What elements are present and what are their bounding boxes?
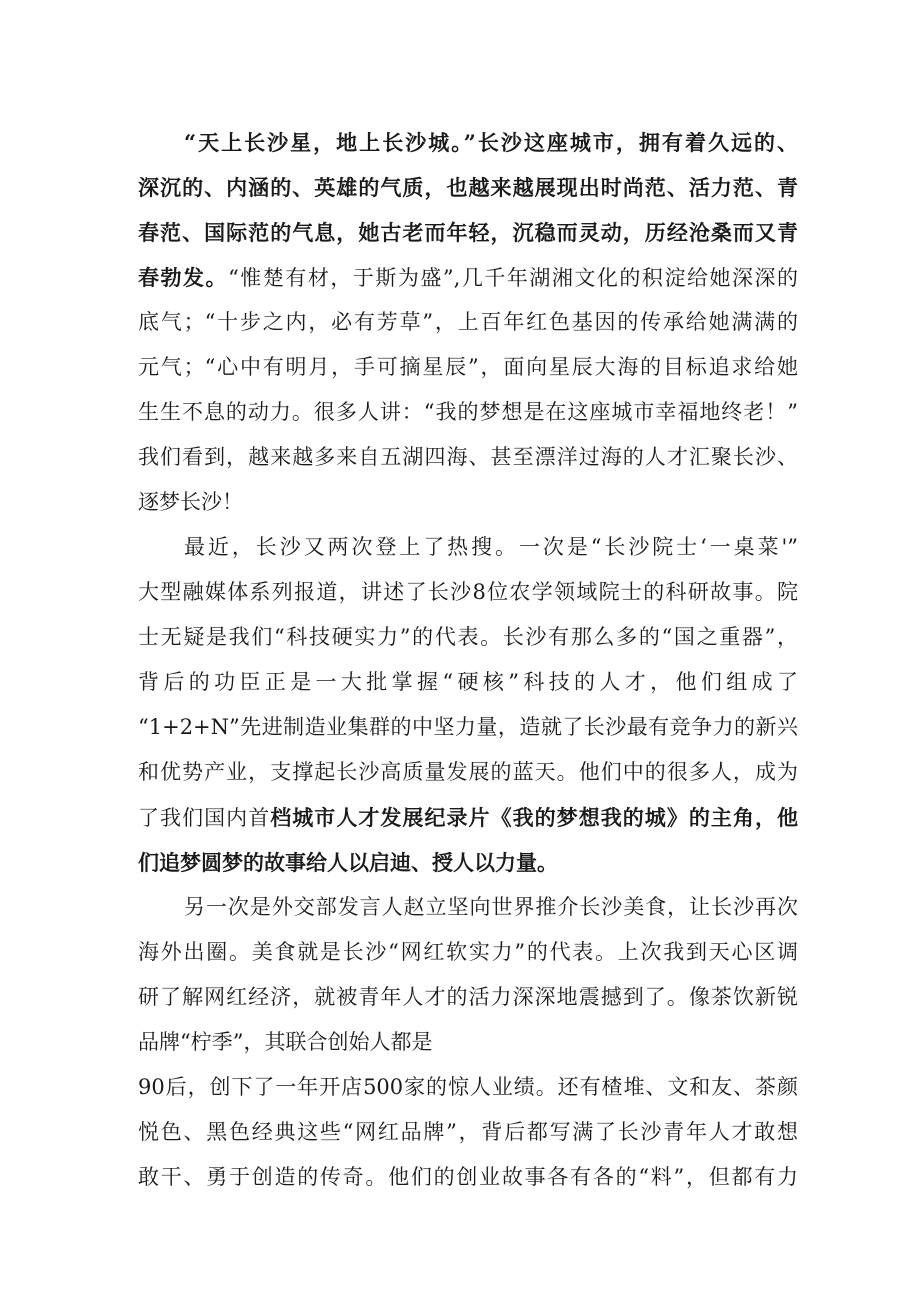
text-line: [138, 1020, 798, 1065]
text-run: 背后的功臣正是一大批掌握“硬核”科技的人才，他们组成了: [138, 670, 798, 694]
text-run: 和优势产业，支撑起长沙高质量发展的蓝天。他们中的很多人，成为: [138, 760, 798, 784]
text-line: [138, 660, 798, 705]
text-run: 品牌“柠季”，其联合创始人都是: [138, 1030, 433, 1054]
text-run: 春勃发。: [138, 265, 229, 290]
text-line: [138, 615, 798, 660]
text-run: 底气；“十步之内，必有芳草”，上百年红色基因的传承给她满满的: [138, 310, 798, 334]
text-run: “惟楚有材，于斯为盛”,几千年湖湘文化的积淀给她深深的: [228, 266, 799, 290]
text-line: [138, 120, 798, 165]
text-line: [138, 435, 798, 480]
text-line: [138, 975, 798, 1020]
paragraph: [138, 885, 798, 1200]
text-line: [138, 300, 798, 345]
text-run: 悦色、黑色经典这些“网红品牌”，背后都写满了长沙青年人才敢想: [138, 1120, 798, 1144]
text-run: 逐梦长沙！: [138, 490, 243, 514]
paragraph: [138, 120, 798, 525]
text-line: [138, 750, 798, 795]
text-run: 90后，创下了一年开店500家的惊人业绩。还有楂堆、文和友、茶颜: [138, 1075, 798, 1099]
text-line: [138, 1110, 798, 1155]
text-line: [138, 165, 798, 210]
text-line: [138, 345, 798, 390]
article-body: [138, 120, 798, 1200]
text-line: [138, 255, 798, 300]
text-run: 研了解网红经济，就被青年人才的活力深深地震撼到了。像茶饮新锐: [138, 985, 798, 1009]
text-run: 海外出圈。美食就是长沙“网红软实力”的代表。上次我到天心区调: [138, 940, 798, 964]
text-run: 我们看到，越来越多来自五湖四海、甚至漂洋过海的人才汇聚长沙、: [138, 445, 798, 469]
text-line: [138, 480, 798, 525]
text-run: “天上长沙星，地上长沙城。”长沙这座城市，拥有着久远的、: [184, 130, 798, 155]
text-run: 另一次是外交部发言人赵立坚向世界推介长沙美食，让长沙再次: [184, 895, 798, 919]
text-line: [138, 1065, 798, 1110]
text-run: 了我们国内首: [138, 806, 271, 830]
text-run: 们追梦圆梦的故事给人以启迪、授人以力量。: [138, 850, 558, 875]
text-run: 春范、国际范的气息，她古老而年轻，沉稳而灵动，历经沧桑而又青: [138, 220, 798, 245]
text-line: [138, 1155, 798, 1200]
paragraph: [138, 525, 798, 885]
text-run: “1+2+N”先进制造业集群的中坚力量，造就了长沙最有竞争力的新兴: [138, 715, 798, 739]
text-line: [138, 795, 798, 840]
text-line: [138, 210, 798, 255]
text-line: [138, 390, 798, 435]
text-run: 档城市人才发展纪录片《我的梦想我的城》的主角，他: [270, 805, 799, 830]
text-run: 生生不息的动力。很多人讲：“我的梦想是在这座城市幸福地终老！”: [138, 400, 798, 424]
text-line: [138, 885, 798, 930]
text-line: [138, 705, 798, 750]
text-run: 大型融媒体系列报道，讲述了长沙8位农学领域院士的科研故事。院: [138, 580, 798, 604]
text-run: 敢干、勇于创造的传奇。他们的创业故事各有各的“料”，但都有力: [138, 1165, 798, 1189]
text-line: [138, 570, 798, 615]
text-run: 最近，长沙又两次登上了热搜。一次是“长沙院士‘一桌菜'”: [184, 535, 798, 559]
text-run: 士无疑是我们“科技硬实力”的代表。长沙有那么多的“国之重器”，: [138, 625, 798, 649]
text-run: 元气；“心中有明月，手可摘星辰”，面向星辰大海的目标追求给她: [138, 355, 798, 379]
text-line: [138, 525, 798, 570]
text-run: 深沉的、内涵的、英雄的气质，也越来越展现出时尚范、活力范、青: [138, 175, 798, 200]
text-line: [138, 930, 798, 975]
text-line: [138, 840, 798, 885]
